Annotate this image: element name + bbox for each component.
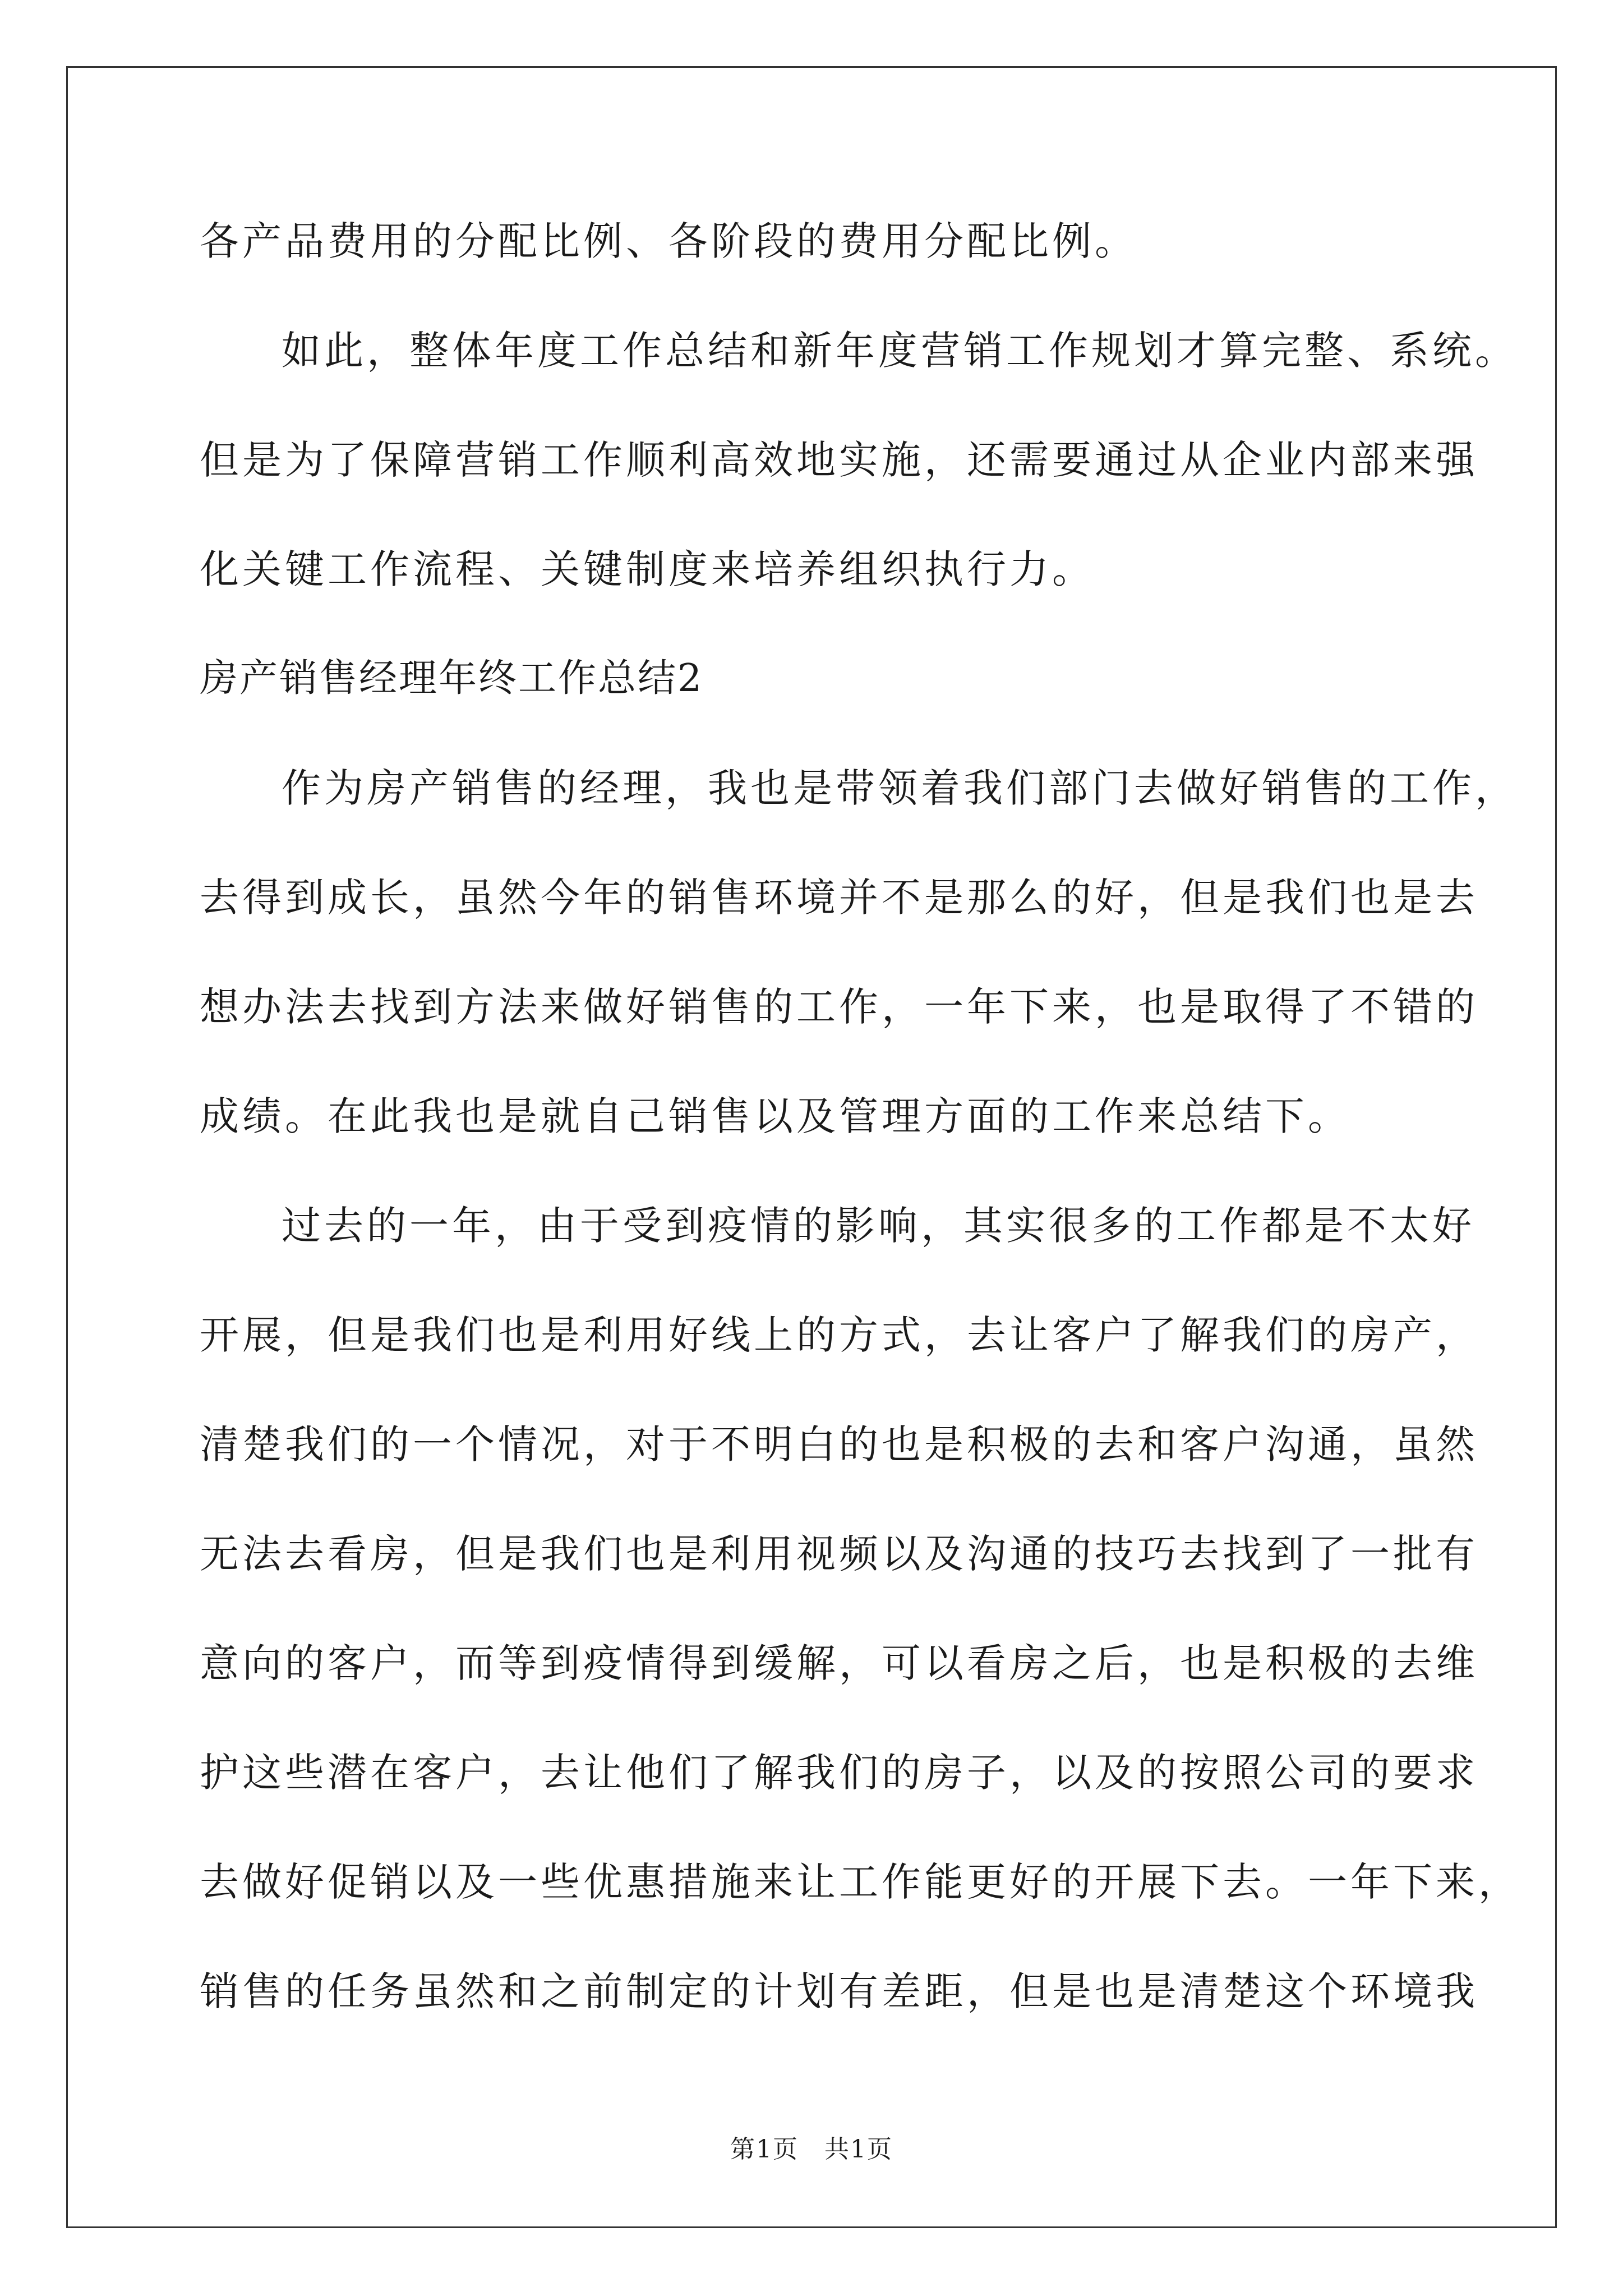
text-line: 化关键工作流程、关键制度来培养组织执行力。 (200, 546, 1095, 592)
text-line: 无法去看房，但是我们也是利用视频以及沟通的技巧去找到了一批有 (200, 1531, 1478, 1577)
text-line: 成绩。在此我也是就自己销售以及管理方面的工作来总结下。 (200, 1093, 1350, 1139)
text-line: 去做好促销以及一些优惠措施来让工作能更好的开展下去。一年下来， (200, 1859, 1521, 1905)
text-line: 想办法去找到方法来做好销售的工作，一年下来，也是取得了不错的 (200, 984, 1478, 1030)
text-line: 意向的客户，而等到疫情得到缓解，可以看房之后，也是积极的去维 (200, 1640, 1478, 1686)
text-line: 护这些潜在客户，去让他们了解我们的房子，以及的按照公司的要求 (200, 1750, 1478, 1796)
text-line: 销售的任务虽然和之前制定的计划有差距，但是也是清楚这个环境我 (200, 1968, 1478, 2014)
text-line: 但是为了保障营销工作顺利高效地实施，还需要通过从企业内部来强 (200, 437, 1478, 483)
text-line: 各产品费用的分配比例、各阶段的费用分配比例。 (200, 218, 1137, 264)
text-line: 过去的一年，由于受到疫情的影响，其实很多的工作都是不太好 (282, 1203, 1475, 1249)
text-line: 去得到成长，虽然今年的销售环境并不是那么的好，但是我们也是去 (200, 875, 1478, 921)
text-line: 开展，但是我们也是利用好线上的方式，去让客户了解我们的房产， (200, 1312, 1478, 1358)
text-line: 如此，整体年度工作总结和新年度营销工作规划才算完整、系统。 (282, 328, 1518, 374)
text-line: 清楚我们的一个情况，对于不明白的也是积极的去和客户沟通，虽然 (200, 1421, 1478, 1467)
page-footer: 第1页 共1页 (730, 2135, 893, 2164)
text-line: 作为房产销售的经理，我也是带领着我们部门去做好销售的工作， (282, 765, 1518, 811)
section-heading: 房产销售经理年终工作总结2 (200, 656, 704, 701)
